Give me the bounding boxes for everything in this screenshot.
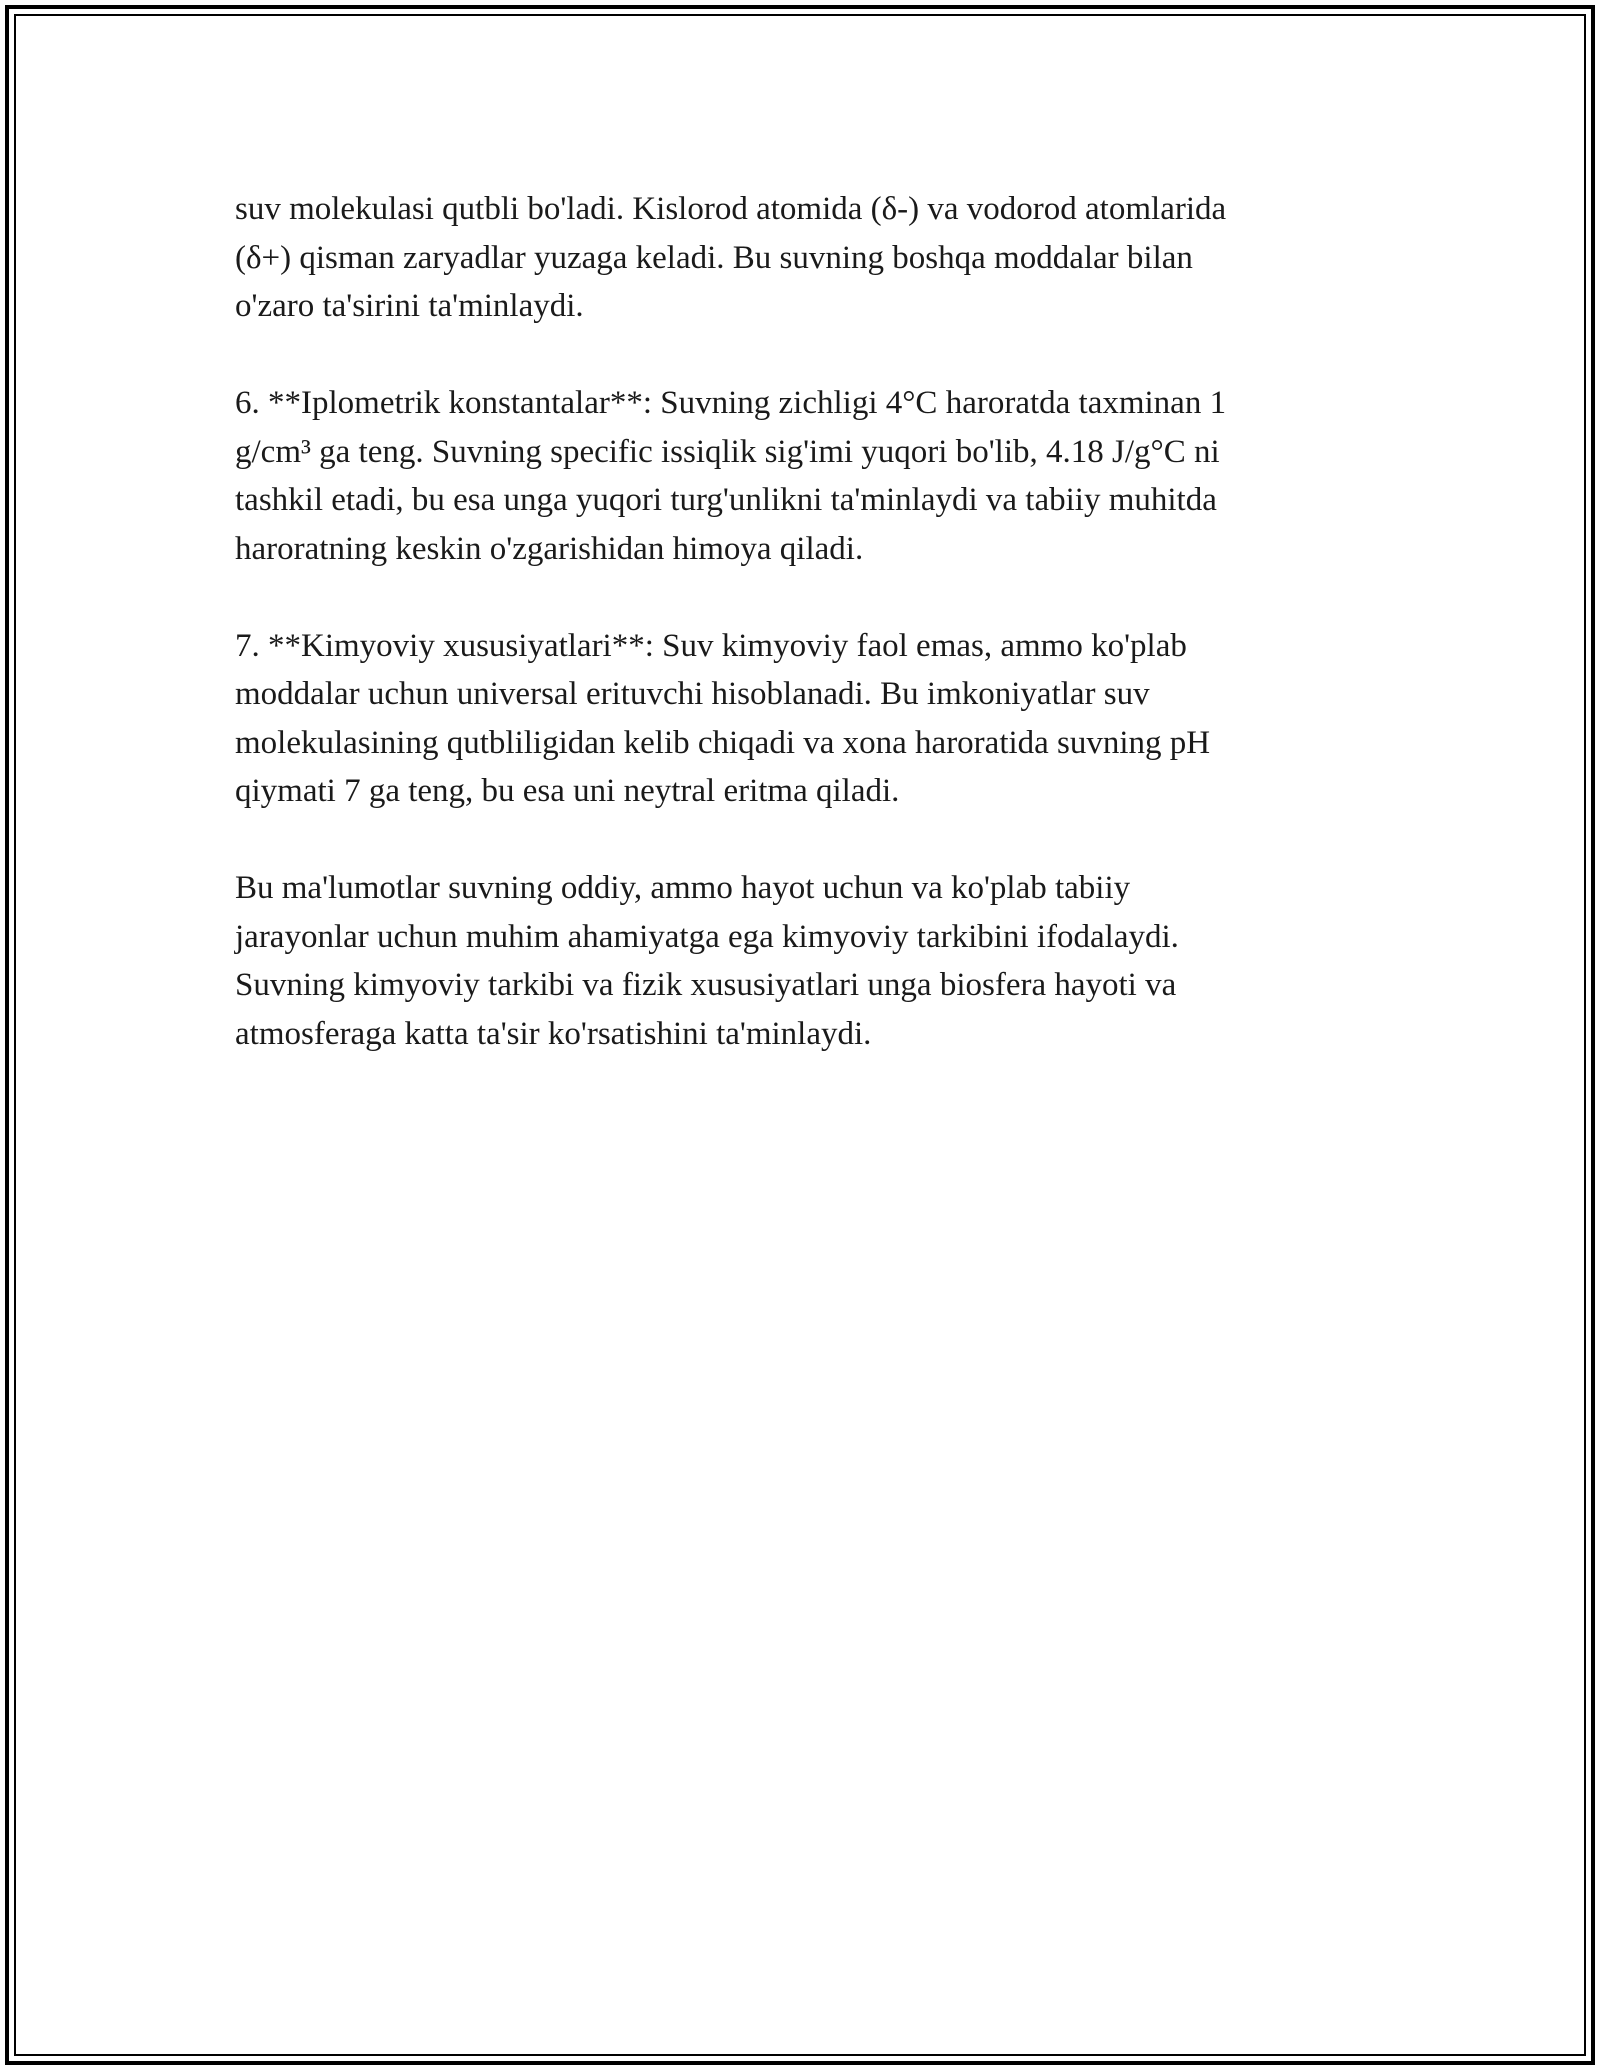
paragraph-polarity-continuation: suv molekulasi qutbli bo'ladi. Kislorod atomida (δ-) va vodorod atomlarida (δ+) qisman zaryadlar yuzaga keladi. Bu suvning boshqa moddalar bilan o'zaro ta'sirini ta'minlaydi. (235, 191, 1227, 324)
paragraph-physical-constants: 6. **Iplometrik konstantalar**: Suvning zichligi 4°C haroratda taxminan 1 g/cm³ ga teng. Suvning specific issiqlik sig'imi yuqori bo'lib, 4.18 J/g°C ni tashkil etadi, bu esa unga yuqori turg'unlikni ta'minlaydi va tabiiy muhitda haroratning keskin o'zgarishidan himoya qiladi. (235, 385, 1227, 567)
document-body (235, 185, 1375, 1107)
paragraph-conclusion: Bu ma'lumotlar suvning oddiy, ammo hayot uchun va ko'plab tabiiy jarayonlar uchun muhim ahamiyatga ega kimyoviy tarkibini ifodalaydi. Suvning kimyoviy tarkibi va fizik xususiyatlari unga biosfera hayoti va atmosferaga katta ta'sir ko'rsatishini ta'minlaydi. (235, 870, 1179, 1052)
paragraph-chemical-properties: 7. **Kimyoviy xususiyatlari**: Suv kimyoviy faol emas, ammo ko'plab moddalar uchun universal erituvchi hisoblanadi. Bu imkoniyatlar suv molekulasining qutbliligidan kelib chiqadi va xona haroratida suvning pH qiymati 7 ga teng, bu esa uni neytral eritma qiladi. (235, 627, 1211, 809)
